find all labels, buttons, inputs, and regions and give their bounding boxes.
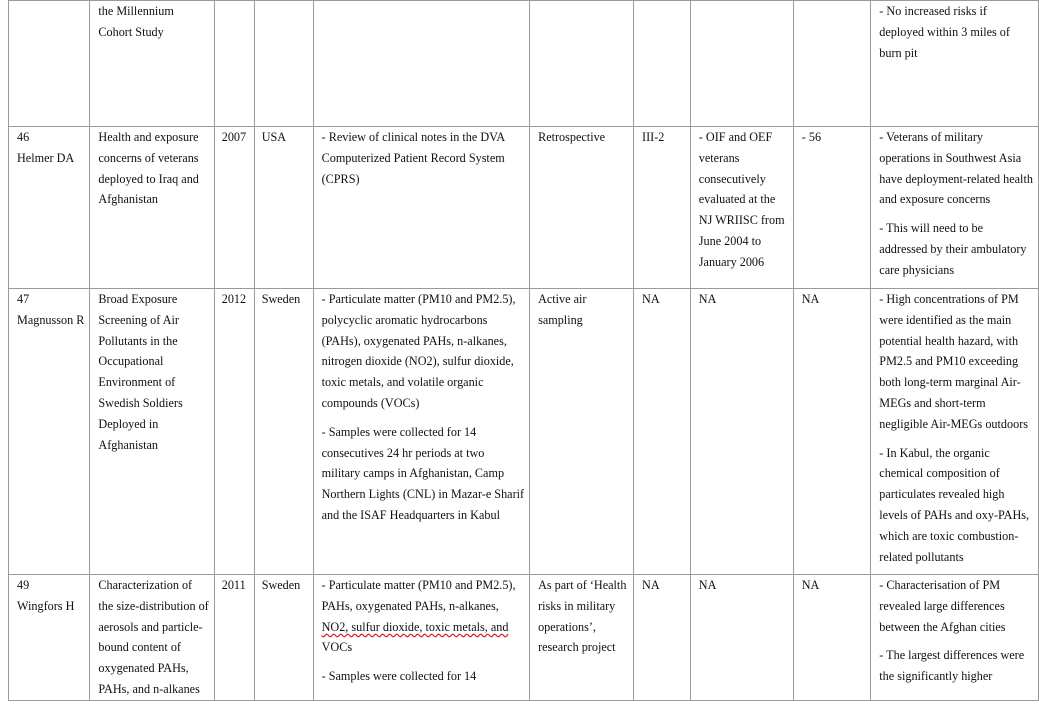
findings-line: negligible Air-MEGs outdoors bbox=[879, 416, 1028, 431]
findings-line: particulates revealed high bbox=[879, 487, 1005, 502]
year: 2011 bbox=[221, 578, 246, 592]
findings-paragraph bbox=[879, 645, 1033, 687]
evidence-level: NA bbox=[642, 578, 660, 592]
methods-line: (CPRS) bbox=[321, 171, 360, 186]
findings-line: burn pit bbox=[879, 45, 918, 60]
findings-paragraph bbox=[879, 218, 1033, 280]
title-line: Characterization of bbox=[98, 578, 193, 592]
title-cell bbox=[90, 127, 214, 289]
title-line: Occupational bbox=[98, 354, 164, 369]
findings-cell bbox=[871, 575, 1039, 701]
id-author-cell bbox=[9, 289, 90, 575]
title-line: PAHs, and n-alkanes bbox=[98, 681, 200, 696]
findings-line: - In Kabul, the organic bbox=[879, 445, 990, 460]
title-line: concerns of veterans bbox=[98, 150, 199, 165]
findings-line: both long-term marginal Air- bbox=[879, 375, 1021, 390]
study-id: 47 bbox=[17, 292, 30, 306]
design-line: Active air bbox=[538, 292, 587, 306]
study-id: 49 bbox=[17, 578, 30, 592]
title-cell bbox=[90, 289, 214, 575]
table-row bbox=[9, 289, 1039, 575]
findings-line: care physicians bbox=[879, 262, 955, 277]
findings-paragraph bbox=[879, 289, 1033, 435]
methods-line: polycyclic aromatic hydrocarbons bbox=[321, 312, 488, 327]
population-line: January 2006 bbox=[698, 254, 765, 269]
design-line: risks in military bbox=[538, 598, 616, 613]
methods-paragraph bbox=[322, 575, 524, 658]
level-cell bbox=[634, 1, 691, 127]
population-cell bbox=[690, 1, 793, 127]
population-cell bbox=[690, 289, 793, 575]
findings-cell bbox=[871, 289, 1039, 575]
sample-cell bbox=[793, 127, 871, 289]
design-line: As part of ‘Health bbox=[538, 578, 627, 592]
methods-line: - Review of clinical notes in the DVA bbox=[321, 130, 506, 144]
design-line: operations’, bbox=[538, 619, 596, 634]
id-author-cell bbox=[9, 575, 90, 701]
sample-cell bbox=[793, 575, 871, 701]
country-cell bbox=[254, 289, 313, 575]
design-line: research project bbox=[538, 640, 616, 655]
title-line: Deployed in bbox=[98, 416, 159, 431]
year-cell bbox=[214, 1, 254, 127]
id-author-cell bbox=[9, 127, 90, 289]
level-cell bbox=[634, 289, 691, 575]
methods-cell bbox=[313, 289, 529, 575]
findings-paragraph bbox=[879, 443, 1033, 568]
title-line: bound content of bbox=[98, 640, 181, 655]
population-line: June 2004 to bbox=[698, 233, 762, 248]
country-cell bbox=[254, 127, 313, 289]
design-line: Retrospective bbox=[538, 130, 606, 144]
methods-line: VOCs bbox=[321, 640, 353, 655]
population-cell bbox=[690, 575, 793, 701]
findings-line: - Characterisation of PM bbox=[879, 578, 1001, 592]
population-line: - OIF and OEF bbox=[698, 130, 773, 144]
population-line: NJ WRIISC from bbox=[698, 213, 785, 228]
methods-line: nitrogen dioxide (NO2), sulfur dioxide, bbox=[321, 354, 514, 369]
title-line: Screening of Air bbox=[98, 312, 179, 327]
methods-paragraph bbox=[322, 127, 524, 189]
title-line: the Millennium bbox=[98, 4, 174, 18]
country-cell bbox=[254, 1, 313, 127]
title-line: deployed to Iraq and bbox=[98, 171, 199, 186]
population-line: NA bbox=[698, 292, 717, 306]
title-line: Afghanistan bbox=[98, 192, 158, 207]
methods-cell bbox=[313, 127, 529, 289]
country: Sweden bbox=[261, 578, 301, 592]
population-line: consecutively bbox=[698, 171, 766, 186]
findings-line: deployed within 3 miles of bbox=[879, 24, 1010, 39]
methods-cell bbox=[313, 575, 529, 701]
methods-line: compounds (VOCs) bbox=[321, 395, 420, 410]
findings-line: operations in Southwest Asia bbox=[879, 150, 1022, 165]
methods-line-spellcheck-flagged: NO2, sulfur dioxide, toxic metals, and bbox=[321, 619, 509, 634]
year: 2012 bbox=[221, 292, 247, 306]
findings-line: - This will need to be bbox=[879, 221, 983, 236]
author: Magnusson R bbox=[17, 312, 85, 327]
methods-paragraph bbox=[322, 289, 524, 414]
findings-line: - The largest differences were bbox=[879, 648, 1025, 663]
findings-paragraph bbox=[879, 127, 1033, 210]
methods-line: - Particulate matter (PM10 and PM2.5), bbox=[321, 578, 516, 592]
id-author-cell bbox=[9, 1, 90, 127]
findings-line: and exposure concerns bbox=[879, 192, 991, 207]
findings-line: potential health hazard, with bbox=[879, 333, 1019, 348]
methods-line: and the ISAF Headquarters in Kabul bbox=[321, 507, 500, 522]
findings-line: - No increased risks if bbox=[879, 4, 987, 18]
year-cell bbox=[214, 575, 254, 701]
evidence-level: NA bbox=[642, 292, 660, 306]
level-cell bbox=[634, 575, 691, 701]
findings-line: PM2.5 and PM10 exceeding bbox=[879, 354, 1019, 369]
methods-line: - Particulate matter (PM10 and PM2.5), bbox=[321, 292, 516, 306]
findings-line: between the Afghan cities bbox=[879, 619, 1006, 634]
methods-line: toxic metals, and volatile organic bbox=[321, 375, 484, 390]
study-id: 46 bbox=[17, 130, 30, 144]
findings-cell bbox=[871, 1, 1039, 127]
title-line: Pollutants in the bbox=[98, 333, 178, 348]
methods-paragraph bbox=[322, 422, 524, 526]
title-line: Health and exposure bbox=[98, 130, 199, 144]
title-cell bbox=[90, 575, 214, 701]
evidence-table bbox=[8, 0, 1039, 701]
findings-line: chemical composition of bbox=[879, 466, 1000, 481]
population-line: NA bbox=[698, 578, 717, 592]
findings-line: related pollutants bbox=[879, 549, 964, 564]
title-line: Afghanistan bbox=[98, 437, 158, 452]
population-line: veterans bbox=[698, 150, 740, 165]
evidence-level: III-2 bbox=[642, 130, 665, 144]
findings-line: revealed large differences bbox=[879, 598, 1005, 613]
table-row bbox=[9, 1, 1039, 127]
findings-cell bbox=[871, 127, 1039, 289]
level-cell bbox=[634, 127, 691, 289]
methods-line: PAHs, oxygenated PAHs, n-alkanes, bbox=[321, 598, 499, 613]
findings-paragraph bbox=[879, 575, 1033, 637]
design-cell bbox=[530, 575, 634, 701]
author: Wingfors H bbox=[17, 598, 75, 613]
year-cell bbox=[214, 127, 254, 289]
methods-line: Northern Lights (CNL) in Mazar-e Sharif bbox=[321, 487, 525, 502]
country: USA bbox=[261, 130, 287, 144]
findings-paragraph bbox=[879, 1, 1033, 63]
findings-line: which are toxic combustion- bbox=[879, 528, 1019, 543]
title-line: aerosols and particle- bbox=[98, 619, 203, 634]
sample-cell bbox=[793, 289, 871, 575]
methods-line: Computerized Patient Record System bbox=[321, 150, 505, 165]
country: Sweden bbox=[261, 292, 301, 306]
findings-line: - Veterans of military bbox=[879, 130, 983, 144]
population-cell bbox=[690, 127, 793, 289]
findings-line: - High concentrations of PM bbox=[879, 292, 1019, 306]
sample-size: NA bbox=[801, 578, 820, 592]
findings-line: MEGs and short-term bbox=[879, 395, 986, 410]
year: 2007 bbox=[221, 130, 247, 144]
title-line: Broad Exposure bbox=[98, 292, 178, 306]
methods-cell bbox=[313, 1, 529, 127]
sample-cell bbox=[793, 1, 871, 127]
table-row bbox=[9, 575, 1039, 701]
findings-line: the significantly higher bbox=[879, 669, 993, 684]
title-line: Swedish Soldiers bbox=[98, 395, 183, 410]
design-cell bbox=[530, 1, 634, 127]
methods-line: consecutives 24 hr periods at two bbox=[321, 445, 485, 460]
population-line: evaluated at the bbox=[698, 192, 776, 207]
title-line: the size-distribution of bbox=[98, 598, 209, 613]
table-row bbox=[9, 127, 1039, 289]
methods-line: - Samples were collected for 14 bbox=[321, 424, 477, 439]
findings-line: levels of PAHs and oxy-PAHs, bbox=[879, 507, 1030, 522]
author: Helmer DA bbox=[17, 150, 75, 165]
country-cell bbox=[254, 575, 313, 701]
methods-line: - Samples were collected for 14 bbox=[321, 669, 477, 684]
sample-size: - 56 bbox=[801, 130, 822, 144]
title-cell bbox=[90, 1, 214, 127]
title-line: Cohort Study bbox=[98, 24, 164, 39]
sample-size: NA bbox=[801, 292, 820, 306]
methods-line: military camps in Afghanistan, Camp bbox=[321, 466, 505, 481]
findings-line: have deployment-related health bbox=[879, 171, 1033, 186]
title-line: Environment of bbox=[98, 375, 176, 390]
year-cell bbox=[214, 289, 254, 575]
methods-paragraph bbox=[322, 666, 524, 687]
findings-line: addressed by their ambulatory bbox=[879, 241, 1027, 256]
design-cell bbox=[530, 289, 634, 575]
design-line: sampling bbox=[538, 312, 583, 327]
findings-line: were identified as the main bbox=[879, 312, 1012, 327]
design-cell bbox=[530, 127, 634, 289]
methods-line: (PAHs), oxygenated PAHs, n-alkanes, bbox=[321, 333, 507, 348]
title-line: oxygenated PAHs, bbox=[98, 661, 189, 676]
